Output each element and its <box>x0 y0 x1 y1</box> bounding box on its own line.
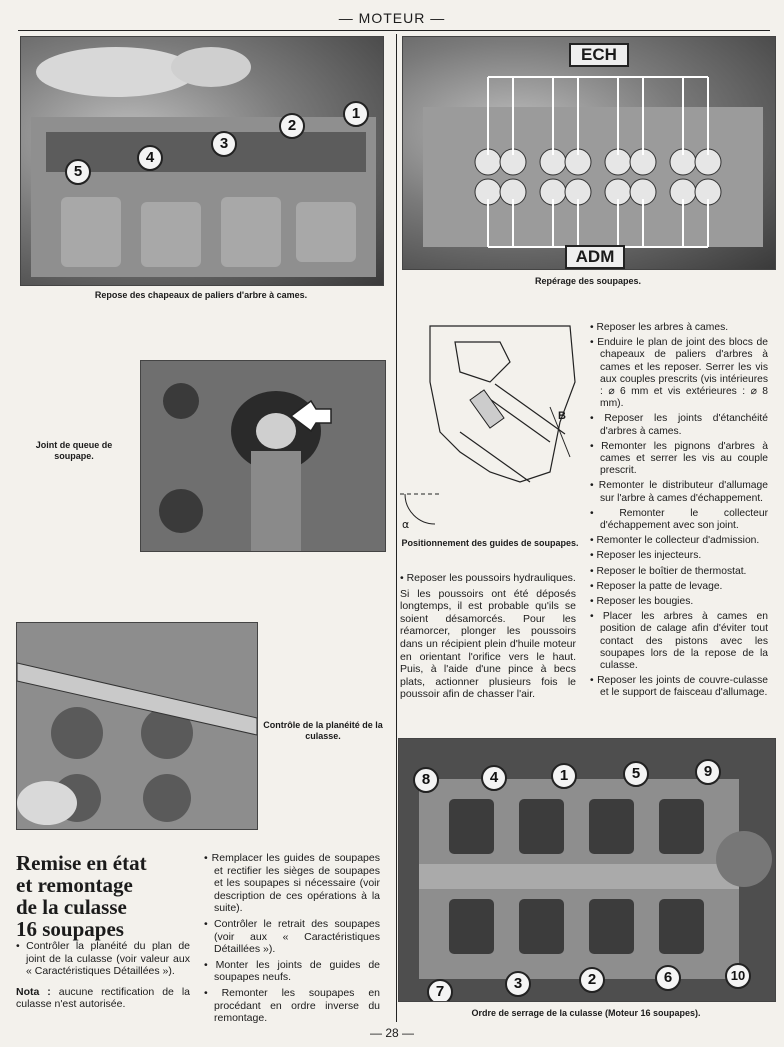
bolt-marker-2: 2 <box>579 967 605 993</box>
right-bullet-12: • Placer les arbres à cames en position de calage afin d'éviter tout contact des pistons avec les soupapes lors de la repose de la culasse. <box>590 611 768 672</box>
camshaft-caps-photo <box>20 36 384 286</box>
bolt-marker-8: 8 <box>413 767 439 793</box>
center-bullet-1: • Remplacer les guides de soupapes et rectifier les sièges de soupapes et les soupapes si nécessaire (voir description de ces opérations à la suite). <box>204 852 380 915</box>
right-bullet-4: • Remonter les pignons d'arbres à cames et serrer les vis au couple prescrit. <box>590 441 768 478</box>
valve-marking-photo <box>402 36 776 270</box>
right-column-list <box>590 322 768 703</box>
bolt-marker-7: 7 <box>427 979 453 1002</box>
column-divider <box>396 34 397 1022</box>
cap-marker-3: 3 <box>211 131 237 157</box>
poussoirs-bullet: • Reposer les poussoirs hydrauliques. <box>400 572 576 585</box>
angle-alpha-label: α <box>402 518 410 531</box>
tightening-order-photo <box>398 738 776 1002</box>
valve-marking-caption: Repérage des soupapes. <box>534 276 642 286</box>
intake-tag: ADM <box>565 245 625 269</box>
center-bullet-2: • Contrôler le retrait des soupapes (voir aux « Caractéristiques Détaillées »). <box>204 918 380 956</box>
right-bullet-11: • Reposer les bougies. <box>590 596 768 608</box>
bolt-marker-5: 5 <box>623 761 649 787</box>
right-bullet-7: • Remonter le collecteur d'admission. <box>590 535 768 547</box>
page-header <box>0 10 784 26</box>
camshaft-caps-caption: Repose des chapeaux de paliers d'arbre à cames. <box>94 290 308 300</box>
stem-seal-drawing <box>141 361 385 551</box>
section-heading <box>16 852 196 940</box>
cap-marker-2: 2 <box>279 113 305 139</box>
flatness-caption: Contrôle de la planéité de la culasse. <box>263 720 383 741</box>
bolt-marker-10: 10 <box>725 963 751 989</box>
valve-guide-caption: Positionnement des guides de soupapes. <box>401 538 579 548</box>
section-heading-line-2: et remontage <box>16 873 133 897</box>
section-heading-line-1: Remise en état <box>16 851 147 875</box>
section-left-text <box>16 940 190 1014</box>
right-bullet-2: • Enduire le plan de joint des blocs de chapeaux de paliers d'arbres à cames et les reposer. Serrer les vis aux couples prescrits (vis intérieures : ⌀ 6 mm et vis extérieures : ⌀ 8 mm). <box>590 337 768 410</box>
exhaust-tag: ECH <box>569 43 629 67</box>
header-title: — MOTEUR — <box>338 10 446 26</box>
right-bullet-8: • Reposer les injecteurs. <box>590 550 768 562</box>
valve-marking-drawing <box>403 37 775 269</box>
middle-column-text <box>400 572 576 704</box>
right-bullet-3: • Reposer les joints d'étanchéité d'arbres à cames. <box>590 413 768 437</box>
header-rule <box>18 30 770 31</box>
section-note <box>16 986 190 1011</box>
section-heading-line-4: 16 soupapes <box>16 917 124 941</box>
right-bullet-13: • Reposer les joints de couvre-culasse et le support de faisceau d'allumage. <box>590 675 768 699</box>
bolt-marker-6: 6 <box>655 965 681 991</box>
poussoirs-paragraph: Si les poussoirs ont été déposés longtemps, il est probable qu'ils se soient désamorcés. Pour les réamorcer, plonger les poussoirs dans un récipient plein d'huile moteur en orientant l'orifice vers le haut. Puis, à l'aide d'une pince à becs plats, actionner plusieurs fois le poussoir afin de chasser l'air. <box>400 587 576 701</box>
right-bullet-6: • Remonter le collecteur d'échappement avec son joint. <box>590 508 768 532</box>
tightening-order-caption: Ordre de serrage de la culasse (Moteur 16 soupapes). <box>471 1008 701 1018</box>
bolt-marker-3: 3 <box>505 971 531 997</box>
center-bottom-text <box>204 852 380 1028</box>
center-bullet-3: • Monter les joints de guides de soupapes neufs. <box>204 959 380 984</box>
bolt-marker-1: 1 <box>551 763 577 789</box>
right-bullet-9: • Reposer le boîtier de thermostat. <box>590 566 768 578</box>
section-bullet-1: • Contrôler la planéité du plan de joint de la culasse (voir valeur aux « Caractéristiques Détaillées »). <box>16 940 190 978</box>
note-text: aucune rectification de la culasse n'est autorisée. <box>16 985 190 1011</box>
stem-seal-caption: Joint de queue de soupape. <box>35 440 113 461</box>
section-heading-line-3: de la culasse <box>16 895 127 919</box>
valve-guide-diagram <box>400 322 588 534</box>
valve-guide-drawing <box>400 322 588 534</box>
cap-marker-5: 5 <box>65 159 91 185</box>
stem-seal-photo <box>140 360 386 552</box>
bolt-marker-9: 9 <box>695 759 721 785</box>
cap-marker-1: 1 <box>343 101 369 127</box>
right-bullet-5: • Remonter le distributeur d'allumage sur l'arbre à cames d'échappement. <box>590 480 768 504</box>
flatness-photo <box>16 622 258 830</box>
right-bullet-10: • Reposer la patte de levage. <box>590 581 768 593</box>
page-number: — 28 — <box>369 1026 414 1040</box>
page-footer <box>0 1026 784 1040</box>
dimension-b-label: B <box>558 410 566 422</box>
right-bullet-1: • Reposer les arbres à cames. <box>590 322 768 334</box>
flatness-drawing <box>17 623 257 829</box>
cap-marker-4: 4 <box>137 145 163 171</box>
bolt-marker-4: 4 <box>481 765 507 791</box>
center-bullet-4: • Remonter les soupapes en procédant en ordre inverse du remontage. <box>204 987 380 1025</box>
note-label: Nota : <box>16 985 51 998</box>
